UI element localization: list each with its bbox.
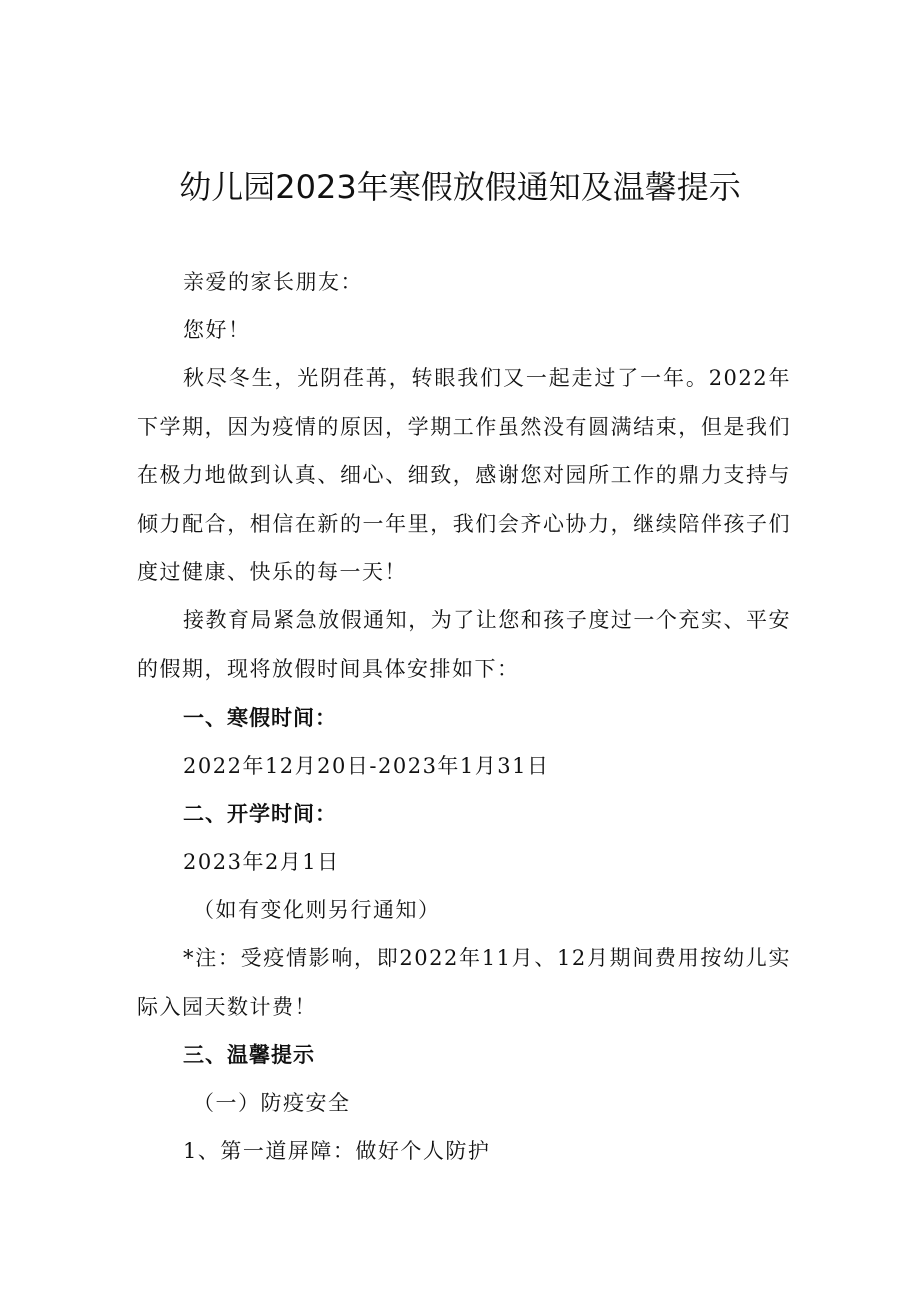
section-heading-tips: 三、温馨提示 (183, 1043, 315, 1067)
greeting: 亲爱的家长朋友： (183, 270, 363, 294)
notice-paragraph: 接教育局紧急放假通知，为了让您和孩子度过一个充实、平安的假期，现将放假时间具体安排如下： (137, 608, 791, 681)
document-title: 幼儿园2023年寒假放假通知及温馨提示 (179, 168, 741, 206)
change-note: （如有变化则另行通知） (193, 898, 441, 922)
school-start-date: 2023年2月1日 (183, 850, 340, 874)
section-heading-winter-break: 一、寒假时间： (183, 706, 337, 730)
list-item: 1、第一道屏障：做好个人防护 (183, 1139, 491, 1163)
intro-paragraph: 秋尽冬生，光阴荏苒，转眼我们又一起走过了一年。2022年下学期，因为疫情的原因，学期工作虽然没有圆满结束，但是我们在极力地做到认真、细心、细致，感谢您对园所工作的鼎力支持与倾力配合，相信在新的一年里，我们会齐心协力，继续陪伴孩子们度过健康、快乐的每一天！ (137, 366, 791, 584)
hello-line: 您好！ (183, 318, 251, 342)
winter-break-dates: 2022年12月20日-2023年1月31日 (183, 754, 550, 778)
subsection-heading-epidemic-safety: （一）防疫安全 (193, 1091, 351, 1115)
section-heading-school-start: 二、开学时间： (183, 802, 337, 826)
fee-note-paragraph: *注：受疫情影响，即2022年11月、12月期间费用按幼儿实际入园天数计费！ (137, 946, 791, 1019)
